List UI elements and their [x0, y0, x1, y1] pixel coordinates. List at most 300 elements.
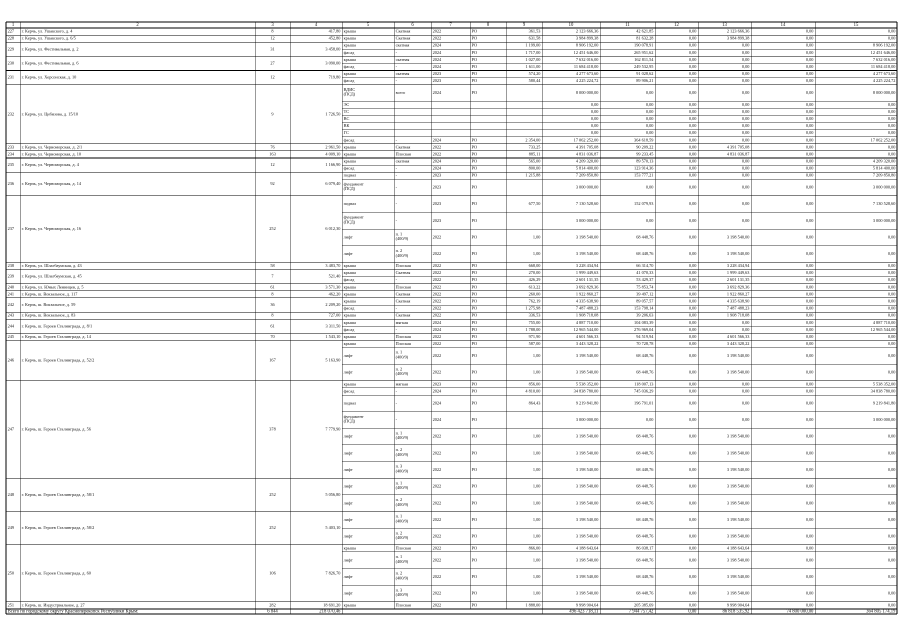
cell-col14: 0,00 [805, 291, 814, 297]
building-number: 246 [7, 357, 15, 363]
work-type: крыша [343, 602, 356, 608]
cell-col12: 0,00 [688, 340, 697, 346]
cell-col14: 0,00 [805, 63, 814, 69]
work-type: крыша [343, 319, 356, 325]
work-type: фундамент (ПСД) [343, 413, 364, 424]
cell-col13: 3 198 540,00 [726, 533, 750, 539]
building-number: 234 [7, 151, 15, 157]
work-cost: 4 225 224,72 [575, 78, 599, 84]
work-subtype: Плоская [395, 340, 411, 346]
work-year: 2022 [432, 277, 442, 283]
cell-col14: 0,00 [805, 123, 814, 129]
work-subtype: п. 2 (400/9) [395, 497, 409, 507]
cell-col13: 0,00 [741, 78, 750, 84]
cell-col13: 3 198 540,00 [726, 352, 750, 358]
work-year: 2023 [432, 217, 442, 223]
work-type: фасад [343, 388, 355, 394]
work-year: 2022 [432, 450, 442, 456]
totals-label: Всего по городскому округу Красноперекопск Республики Крым: [7, 609, 139, 615]
work-cost: 4 601 566,33 [575, 333, 599, 339]
work-cost: 3 692 829,36 [575, 284, 599, 290]
cell-col15: 0,00 [887, 333, 896, 339]
cell-col15: 0,00 [887, 298, 896, 304]
work-cost: 4 335 638,90 [575, 298, 599, 304]
work-year: 2022 [432, 340, 442, 346]
specific-cost: 745 036,29 [634, 388, 654, 394]
work-year: 2023 [432, 78, 442, 84]
work-cost: 3 198 540,00 [575, 483, 599, 489]
building-address: г. Керчь, ул. Шлагбаумская, д. 43 [21, 263, 82, 269]
work-cost: 3 198 540,00 [575, 516, 599, 522]
column-number-10: 10 [568, 23, 574, 29]
funding-source: РО [471, 251, 478, 257]
building-address: г. Керчь, ш. Героев Сталинграда, д. 52/2 [21, 357, 95, 363]
specific-cost: 68 448,76 [636, 352, 654, 358]
cell-col15: 3 000 000,00 [872, 217, 896, 223]
specific-cost: 0,00 [645, 115, 654, 121]
cell-col15: 0,00 [887, 466, 896, 472]
cell-col12: 0,00 [688, 466, 697, 472]
building-number: 240 [7, 284, 15, 290]
work-year: 2024 [432, 56, 442, 62]
cell-col13: 3 198 540,00 [726, 466, 750, 472]
work-type: подвал [343, 201, 357, 207]
building-address: г. Керчь, ш. Индустриальное, д. 27 [21, 602, 85, 608]
work-type: крыша [343, 144, 356, 150]
cell-col14: 0,00 [805, 234, 814, 240]
cell-col12: 0,00 [688, 123, 697, 129]
work-volume: 1 788,00 [525, 326, 541, 332]
residents-count: 70 [270, 333, 275, 339]
work-subtype: - [395, 49, 398, 55]
funding-source: РО [471, 217, 478, 223]
work-subtype: п. 1 (400/9) [395, 554, 409, 564]
specific-cost: 0,00 [645, 89, 654, 95]
cell-col14: 0,00 [805, 333, 814, 339]
work-year: 2023 [432, 381, 442, 387]
cell-col12: 0,00 [688, 56, 697, 62]
work-type: лифт [343, 516, 353, 522]
work-subtype: п. 1 (400/9) [395, 231, 409, 242]
work-subtype: Плоская [395, 602, 411, 608]
funding-source: РО [471, 312, 478, 318]
column-number-13: 13 [722, 23, 727, 29]
cell-col15: 12 965 544,00 [870, 326, 896, 332]
work-year: 2022 [432, 270, 442, 276]
cell-col12: 0,00 [688, 416, 697, 422]
work-year: 2024 [432, 165, 442, 171]
cell-col15: 0,00 [887, 557, 896, 563]
cell-col14: 0,00 [805, 49, 814, 55]
cell-col12: 0,00 [688, 326, 697, 332]
work-volume: 755,00 [528, 319, 541, 325]
work-year: 2022 [432, 483, 442, 489]
work-type: подвал [343, 172, 357, 178]
cell-col12: 0,00 [688, 234, 697, 240]
building-area: 3 483,70 [325, 263, 341, 269]
cell-col15: 0,00 [887, 340, 896, 346]
funding-source: РО [471, 319, 478, 325]
work-volume: 971,90 [528, 333, 541, 339]
residents-count: 12 [270, 74, 275, 80]
cell-col14: 0,00 [805, 115, 814, 121]
specific-cost: 162 811,54 [634, 56, 654, 62]
work-cost: 34 838 780,00 [573, 388, 599, 394]
work-type: лифт [343, 251, 353, 257]
funding-source: РО [471, 151, 478, 157]
building-area: 2 961,50 [325, 144, 341, 150]
cell-col15: 0,00 [887, 450, 896, 456]
cell-col13: 3 198 540,00 [726, 516, 750, 522]
cell-col12: 0,00 [688, 89, 697, 95]
totals-col15: 364 805 174,19 [866, 609, 896, 615]
residents-count: 8 [271, 28, 274, 34]
work-subtype: п. 2 (400/9) [395, 248, 409, 258]
work-type: фасад [343, 63, 355, 69]
cell-col15: 0,00 [887, 545, 896, 551]
work-type: лифт [343, 433, 353, 439]
cell-col13: 0,00 [741, 137, 750, 143]
specific-cost: 89 906,21 [636, 78, 654, 84]
funding-source: РО [471, 78, 478, 84]
specific-cost: 94 519,94 [636, 333, 654, 339]
work-cost: 3 198 540,00 [575, 450, 599, 456]
work-volume: 1,00 [532, 369, 541, 375]
work-volume: 270,00 [528, 270, 541, 276]
work-year: 2022 [432, 333, 442, 339]
work-volume: 885,11 [528, 151, 541, 157]
cell-col14: 0,00 [805, 172, 814, 178]
specific-cost: 68 448,76 [636, 557, 654, 563]
cell-col14: 0,00 [805, 42, 814, 48]
cell-col15: 0,00 [887, 130, 896, 136]
specific-cost: 68 448,76 [636, 573, 654, 579]
cell-col14: 0,00 [805, 381, 814, 387]
cell-col15: 0,00 [887, 590, 896, 596]
building-number: 232 [7, 111, 15, 117]
work-year: 2022 [432, 144, 442, 150]
work-type: крыша [343, 270, 356, 276]
work-cost: 8 906 192,00 [575, 42, 599, 48]
building-address: г. Керчь, ш. Вокзальное, д. 117 [21, 291, 78, 297]
work-volume: 733,25 [528, 144, 541, 150]
work-cost: 17 062 252,00 [573, 137, 599, 143]
specific-cost: 68 448,76 [636, 251, 654, 257]
cell-col13: 0,00 [741, 172, 750, 178]
cell-col14: 0,00 [805, 28, 814, 34]
building-area: 521,40 [328, 273, 341, 279]
cell-col13: 3 198 540,00 [726, 450, 750, 456]
funding-source: РО [471, 184, 478, 190]
cell-col12: 0,00 [688, 144, 697, 150]
column-number-7: 7 [449, 23, 452, 29]
cell-col12: 0,00 [688, 71, 697, 77]
cell-col15: 0,00 [887, 123, 896, 129]
cell-col13: 0,00 [741, 326, 750, 332]
cell-col14: 0,00 [805, 326, 814, 332]
building-number: 233 [7, 144, 15, 150]
cell-col14: 0,00 [805, 56, 814, 62]
work-subtype: - [395, 201, 398, 207]
work-cost: 5 538 352,00 [575, 381, 599, 387]
work-type: ТС [343, 108, 350, 114]
building-number: 245 [7, 333, 15, 339]
cell-col12: 0,00 [688, 165, 697, 171]
work-cost: 8 000 000,00 [575, 89, 599, 95]
cell-col14: 0,00 [805, 130, 814, 136]
work-cost: 5 814 400,00 [575, 165, 599, 171]
work-cost: 12 451 646,00 [573, 49, 599, 55]
building-number: 237 [7, 226, 15, 232]
column-number-12: 12 [674, 23, 679, 29]
work-type: крыша [343, 71, 356, 77]
residents-count: 252 [269, 525, 276, 531]
work-year: 2024 [432, 89, 442, 95]
work-cost: 4 391 705,08 [575, 144, 599, 150]
funding-source: РО [471, 466, 478, 472]
funding-source: РО [471, 483, 478, 489]
work-subtype: - [395, 305, 398, 311]
funding-source: РО [471, 201, 478, 207]
building-area: 3 090,00 [325, 60, 341, 66]
specific-cost: 68 448,76 [636, 369, 654, 375]
cell-col15: 0,00 [887, 108, 896, 114]
work-cost: 7 130 528,60 [575, 201, 599, 207]
work-cost: 3 198 540,00 [575, 533, 599, 539]
work-type: крыша [343, 158, 356, 164]
work-cost: 3 198 540,00 [575, 500, 599, 506]
building-area: 1 726,50 [325, 111, 341, 117]
work-volume: 677,50 [528, 201, 541, 207]
work-type: лифт [343, 450, 353, 456]
cell-col14: 0,00 [805, 319, 814, 325]
building-area: 3 458,00 [325, 46, 341, 52]
residents-count: 7 [271, 273, 274, 279]
work-type: лифт [343, 573, 353, 579]
column-number-2: 2 [136, 23, 139, 29]
cell-col13: 3 198 540,00 [726, 369, 750, 375]
specific-cost: 70 728,78 [636, 340, 654, 346]
work-type: ЭС [343, 101, 350, 107]
column-number-6: 6 [411, 23, 414, 29]
work-subtype: Скатная [395, 270, 411, 276]
specific-cost: 0,00 [645, 108, 654, 114]
work-year: 2022 [432, 433, 442, 439]
cell-col12: 0,00 [688, 483, 697, 489]
funding-source: РО [471, 369, 478, 375]
cell-col13: 0,00 [741, 89, 750, 95]
work-type: крыша [343, 333, 356, 339]
cell-col14: 0,00 [805, 101, 814, 107]
building-number: 238 [7, 263, 15, 269]
building-number: 228 [7, 35, 15, 41]
cell-col15: 4 277 673,60 [872, 71, 896, 77]
building-address: г. Керчь, ул. Фестивальная, д. 2 [21, 46, 79, 52]
cell-col14: 0,00 [805, 144, 814, 150]
work-subtype: п. 2 (400/9) [395, 570, 409, 581]
work-volume: 4 810,00 [525, 388, 541, 394]
funding-source: РО [471, 545, 478, 551]
building-number: 244 [7, 323, 15, 329]
work-subtype: - [395, 217, 398, 223]
work-volume: 762,19 [528, 298, 541, 304]
work-volume: 574,20 [528, 71, 541, 77]
funding-source: РО [471, 263, 478, 269]
work-type: ВК [343, 123, 350, 129]
work-cost: 3 228 434,94 [575, 263, 599, 269]
specific-cost: 68 448,76 [636, 450, 654, 456]
cell-col14: 0,00 [805, 388, 814, 394]
building-address: г. Керчь, ул. Черноморская, д. 10 [21, 151, 82, 157]
work-volume: 565,00 [528, 158, 541, 164]
cell-col13: 0,00 [741, 71, 750, 77]
work-type: крыша [343, 312, 356, 318]
work-volume: 1 611,00 [525, 63, 541, 69]
specific-cost: 90 209,22 [636, 144, 654, 150]
work-volume: 1,00 [532, 573, 541, 579]
cell-col12: 0,00 [688, 557, 697, 563]
cell-col15: 0,00 [887, 516, 896, 522]
funding-source: РО [471, 284, 478, 290]
work-volume: 1 888,00 [525, 602, 541, 608]
work-volume: 1,00 [532, 557, 541, 563]
cell-col13: 0,00 [741, 101, 750, 107]
residents-count: 61 [270, 323, 275, 329]
building-address: г. Керчь, ул. Черноморская, д. 14 [21, 181, 82, 187]
cell-col13: 4 831 036,87 [726, 151, 750, 157]
work-volume: 2 354,00 [525, 137, 541, 143]
specific-cost: 68 448,76 [636, 483, 654, 489]
cell-col14: 0,00 [805, 201, 814, 207]
work-type: фасад [343, 137, 355, 143]
work-cost: 3 198 540,00 [575, 352, 599, 358]
cell-col13: 4 188 643,64 [726, 545, 750, 551]
work-subtype: Скатная [395, 291, 411, 297]
funding-source: РО [471, 340, 478, 346]
building-area: 727,00 [328, 312, 341, 318]
specific-cost: 53 429,37 [636, 277, 654, 283]
specific-cost: 104 083,39 [634, 319, 654, 325]
building-area: 719,80 [328, 74, 341, 80]
cell-col14: 0,00 [805, 557, 814, 563]
work-subtype: п. 1 (400/9) [395, 513, 409, 524]
cell-col12: 0,00 [688, 49, 697, 55]
work-subtype: - [395, 400, 398, 406]
totals-area: 218 070,46 [319, 609, 341, 615]
building-area: 1 543,10 [325, 333, 341, 339]
specific-cost: 0,00 [645, 130, 654, 136]
cell-col15: 0,00 [887, 352, 896, 358]
work-cost: 0,00 [590, 115, 599, 121]
work-type: лифт [343, 234, 353, 240]
cell-col13: 3 198 540,00 [726, 573, 750, 579]
work-type: крыша [343, 284, 356, 290]
cell-col14: 0,00 [805, 151, 814, 157]
cell-col13: 3 443 328,22 [726, 340, 750, 346]
cell-col15: 0,00 [887, 270, 896, 276]
work-volume: 1,00 [532, 590, 541, 596]
work-volume: 336,53 [528, 312, 541, 318]
residents-count: 12 [270, 162, 275, 168]
cell-col12: 0,00 [688, 533, 697, 539]
cell-col14: 0,00 [805, 573, 814, 579]
residents-count: 106 [269, 570, 276, 576]
cell-col13: 2 123 666,36 [726, 28, 750, 34]
work-type: лифт [343, 483, 353, 489]
cell-col13: 2 601 131,35 [726, 277, 750, 283]
cell-col15: 0,00 [887, 369, 896, 375]
cell-col12: 0,00 [688, 291, 697, 297]
work-year: 2022 [432, 466, 442, 472]
work-year: 2024 [432, 416, 442, 422]
building-number: 249 [7, 525, 15, 531]
cell-col12: 0,00 [688, 42, 697, 48]
building-address: г. Керчь, ш. Вокзальное, д. 83 [21, 312, 76, 318]
specific-cost: 153 798,14 [634, 305, 654, 311]
work-year: 2022 [432, 251, 442, 257]
column-number-5: 5 [366, 23, 370, 29]
work-type: фундамент (ПСД) [343, 181, 364, 192]
work-year: 2022 [432, 298, 442, 304]
building-number: 241 [7, 291, 15, 297]
column-number-14: 14 [780, 23, 786, 29]
building-area: 7 779,90 [325, 426, 341, 432]
residents-count: 9 [271, 111, 274, 117]
work-volume: 361,53 [528, 28, 541, 34]
cell-col14: 0,00 [805, 483, 814, 489]
specific-cost: 205 385,69 [634, 602, 654, 608]
cell-col15: 11 684 418,00 [870, 63, 896, 69]
cell-col15: 0,00 [887, 263, 896, 269]
building-address: г. Керчь, ул. Херсонская, д. 10 [21, 74, 77, 80]
work-year: 2022 [432, 305, 442, 311]
building-address: г. Керчь, ш. Героев Сталинграда, д. 56 [21, 426, 91, 432]
funding-source: РО [471, 298, 478, 304]
work-type: крыша [343, 263, 356, 269]
residents-count: 36 [270, 301, 275, 307]
work-type: фасад [343, 305, 355, 311]
cell-col15: 4 225 224,72 [872, 78, 896, 84]
funding-source: РО [471, 602, 478, 608]
specific-cost: 68 448,76 [636, 533, 654, 539]
work-year: 2023 [432, 184, 442, 190]
work-volume: 1 215,88 [525, 172, 541, 178]
cell-col13: 0,00 [741, 108, 750, 114]
cell-col15: 0,00 [887, 234, 896, 240]
work-volume: 613,22 [528, 284, 541, 290]
work-subtype: Скатная [395, 312, 411, 318]
building-address: г. Керчь, ш. Героев Сталинграда, д. 60 [21, 570, 91, 576]
building-address: г. Керчь, ул. Цибизова, д. 15/10 [21, 111, 79, 117]
work-year: 2024 [432, 42, 442, 48]
specific-cost: 0,00 [645, 217, 654, 223]
cell-col13: 0,00 [741, 49, 750, 55]
building-address: г. Керчь, ш. Героев Сталинграда, д. 8/1 [21, 323, 93, 329]
cell-col12: 0,00 [688, 78, 697, 84]
cell-col13: 9 998 904,64 [726, 602, 750, 608]
funding-source: РО [471, 28, 478, 34]
cell-col15: 0,00 [887, 312, 896, 318]
residents-count: 58 [270, 263, 275, 269]
cell-col13: 4 335 638,90 [726, 298, 750, 304]
totals-specific: 7 944 757,42 [628, 609, 654, 615]
cell-col15: 0,00 [887, 573, 896, 579]
work-volume: 260,00 [528, 291, 541, 297]
work-type: фундамент (ПСД) [343, 214, 364, 225]
cell-col12: 0,00 [688, 270, 697, 276]
building-number: 242 [7, 301, 15, 307]
work-cost: 0,00 [590, 101, 599, 107]
